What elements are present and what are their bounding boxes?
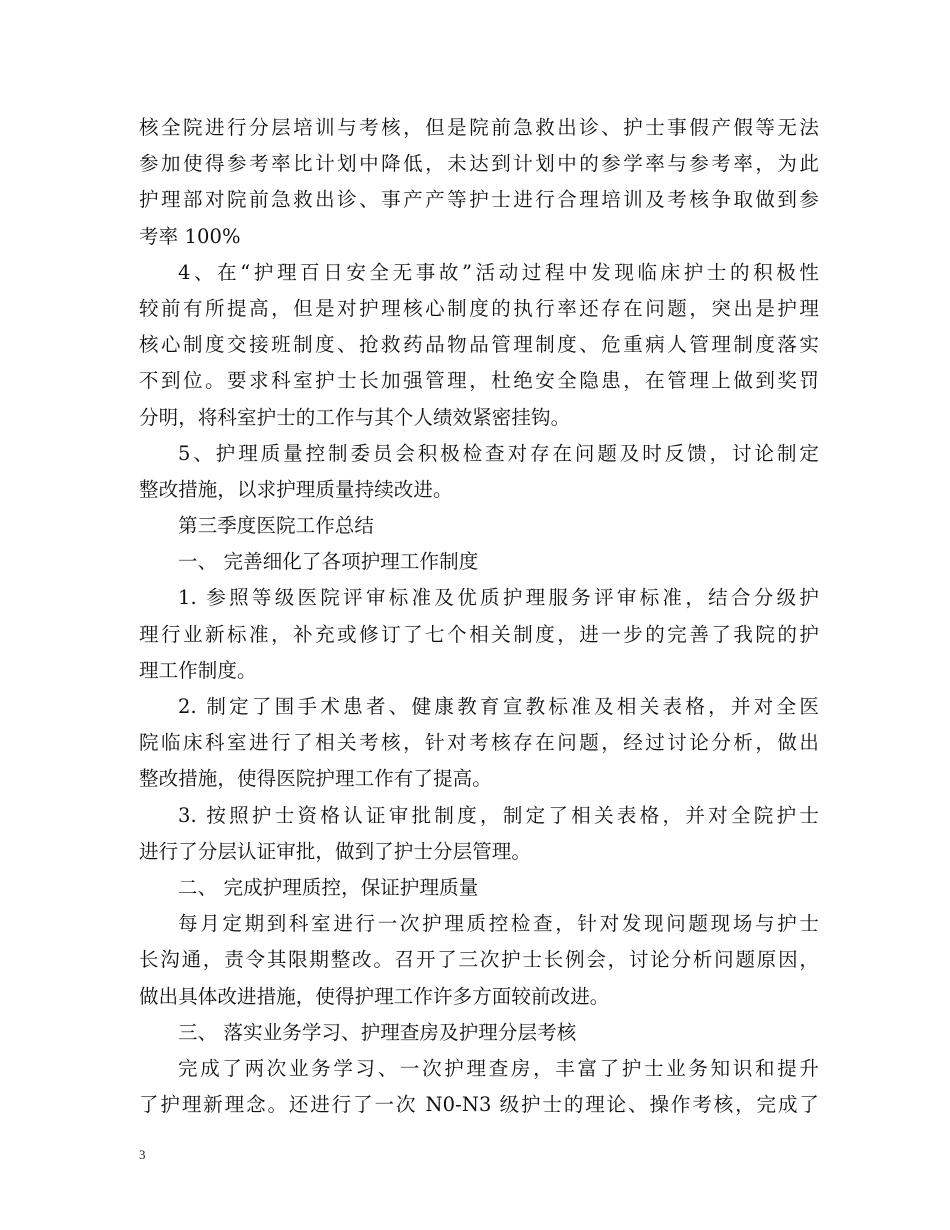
text-line: 参加使得参考率比计划中降低，未达到计划中的参学率与参考率，为此 (139, 152, 819, 176)
text-line: 长沟通，责令其限期整改。召开了三次护士长例会，讨论分析问题原因， (139, 948, 819, 972)
text-line: 考率 100% (139, 224, 241, 248)
section-heading: 三、 落实业务学习、护理查房及护理分层考核 (178, 1020, 577, 1044)
text-line: 理行业新标准，补充或修订了七个相关制度，进一步的完善了我院的护 (139, 622, 819, 646)
text-line: 完成了两次业务学习、一次护理查房，丰富了护士业务知识和提升 (178, 1056, 819, 1080)
text-line: 1. 参照等级医院评审标准及优质护理服务评审标准，结合分级护 (178, 586, 819, 610)
text-line: 核心制度交接班制度、抢救药品物品管理制度、危重病人管理制度落实 (139, 333, 819, 357)
section-title: 第三季度医院工作总结 (178, 514, 375, 538)
text-line: 了护理新理念。还进行了一次 N0-N3 级护士的理论、操作考核，完成了 (139, 1093, 819, 1117)
text-line: 分明，将科室护士的工作与其个人绩效紧密挂钩。 (139, 405, 571, 429)
text-line: 理工作制度。 (139, 658, 257, 682)
text-line: 院临床科室进行了相关考核，针对考核存在问题，经过讨论分析，做出 (139, 731, 819, 755)
section-heading: 一、 完善细化了各项护理工作制度 (178, 550, 479, 574)
page-number: 3 (139, 1147, 146, 1162)
text-line: 2. 制定了围手术患者、健康教育宣教标准及相关表格，并对全医 (178, 695, 819, 718)
section-heading: 二、 完成护理质控，保证护理质量 (178, 875, 479, 899)
text-line: 5、护理质量控制委员会积极检查对存在问题及时反馈，讨论制定 (178, 441, 819, 465)
text-line: 整改措施，使得医院护理工作有了提高。 (139, 767, 492, 791)
text-line: 4、在“护理百日安全无事故”活动过程中发现临床护士的积极性 (178, 260, 819, 284)
text-line: 3. 按照护士资格认证审批制度，制定了相关表格，并对全院护士 (178, 803, 819, 827)
text-line: 核全院进行分层培训与考核，但是院前急救出诊、护士事假产假等无法 (139, 116, 819, 139)
text-line: 不到位。要求科室护士长加强管理，杜绝安全隐患，在管理上做到奖罚 (139, 369, 819, 393)
text-line: 每月定期到科室进行一次护理质控检查，针对发现问题现场与护士 (178, 912, 819, 936)
text-line: 整改措施，以求护理质量持续改进。 (139, 477, 453, 501)
text-line: 做出具体改进措施，使得护理工作许多方面较前改进。 (139, 984, 610, 1008)
text-line: 进行了分层认证审批，做到了护士分层管理。 (139, 839, 532, 863)
document-body (139, 110, 819, 1123)
text-line: 较前有所提高，但是对护理核心制度的执行率还存在问题，突出是护理 (139, 296, 819, 320)
text-line: 护理部对院前急救出诊、事产产等护士进行合理培训及考核争取做到参 (139, 188, 819, 212)
